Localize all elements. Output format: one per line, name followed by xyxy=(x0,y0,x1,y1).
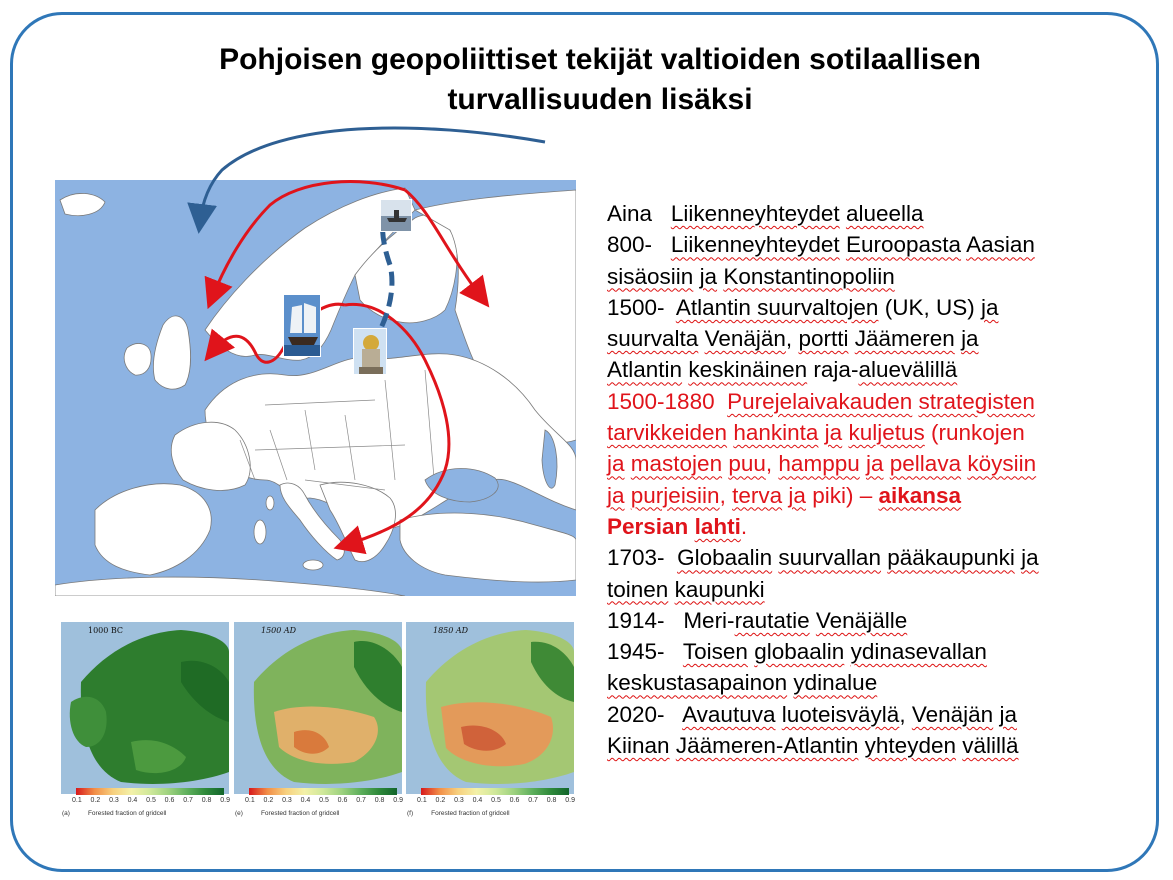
word: toinen xyxy=(607,576,669,602)
forest-panel-3 xyxy=(406,622,574,794)
tick: 0.1 xyxy=(245,797,255,804)
forest-legend-1 xyxy=(76,788,224,795)
word: sisäosiin xyxy=(607,263,694,289)
word: Purejelaivakauden xyxy=(727,388,913,414)
word: ja xyxy=(866,451,884,477)
tick: 0.6 xyxy=(509,797,520,804)
word: Avautuva xyxy=(682,701,776,727)
word: Venäjän xyxy=(704,326,786,352)
word: portti xyxy=(798,326,849,352)
slide-title xyxy=(140,40,1060,120)
submarine-picture xyxy=(380,199,412,232)
tick: 0.4 xyxy=(127,797,138,804)
panel-letter: (a) xyxy=(62,810,70,817)
year: 1500-1880 xyxy=(607,388,715,414)
timeline-line-5 xyxy=(607,323,1127,354)
word: ja xyxy=(980,294,999,320)
forest-ticks-3 xyxy=(417,797,575,804)
word: kuljetus xyxy=(848,420,925,446)
word: Konstantinopoliin xyxy=(723,263,895,289)
word: terva xyxy=(732,482,783,508)
word: lahti xyxy=(694,513,741,539)
word: köysiin xyxy=(967,451,1037,477)
cathedral-picture xyxy=(353,328,387,375)
tick: 0.5 xyxy=(146,797,156,804)
timeline-line-15 xyxy=(607,636,1127,667)
word: välillä xyxy=(962,733,1019,759)
timeline-line-9 xyxy=(607,448,1127,479)
word: Atlantin xyxy=(607,357,683,383)
timeline-line-8 xyxy=(607,417,1127,448)
title-line-2: turvallisuuden lisäksi xyxy=(447,83,753,116)
forest-caption-2 xyxy=(235,810,339,817)
word: rautatie xyxy=(734,607,810,633)
timeline-line-14 xyxy=(607,605,1127,636)
caption-text: Forested fraction of gridcell xyxy=(260,810,340,817)
timeline-line-16 xyxy=(607,667,1127,698)
year: 1500- xyxy=(607,294,665,320)
word: Meri- xyxy=(683,607,735,633)
word: ydinalue xyxy=(793,670,878,696)
word: (UK, US) xyxy=(884,294,975,320)
tick: 0.9 xyxy=(565,797,575,804)
year: 1703- xyxy=(607,545,665,571)
word: Kiinan xyxy=(607,733,670,759)
forest-ticks-2 xyxy=(245,797,403,804)
tick: 0.5 xyxy=(319,797,329,804)
panel-letter: (f) xyxy=(407,810,414,817)
tick: 0.8 xyxy=(201,797,212,804)
forest-caption-3 xyxy=(407,810,510,817)
tick: 0.7 xyxy=(356,797,366,804)
word: ja xyxy=(1021,545,1039,571)
word: ydinasevallan xyxy=(850,639,987,665)
word: Globaalin xyxy=(677,545,773,571)
forest-panel-1-label: 1000 BC xyxy=(88,626,124,635)
word: pääkaupunki xyxy=(887,545,1015,571)
tick: 0.9 xyxy=(220,797,230,804)
forest-panel-3-label: 1850 AD xyxy=(433,626,469,635)
word: Aasian xyxy=(966,232,1035,258)
word: Euroopasta xyxy=(845,232,962,258)
tick: 0.2 xyxy=(263,797,274,804)
tick: 0.5 xyxy=(491,797,501,804)
word: aikansa xyxy=(878,482,962,508)
tick: 0.7 xyxy=(528,797,538,804)
forest-map-1850ad xyxy=(403,620,574,820)
word: keskinäinen xyxy=(688,357,808,383)
year: Aina xyxy=(607,201,653,226)
timeline-line-7 xyxy=(607,386,1127,417)
sailing-ship-picture xyxy=(283,294,321,357)
word: alueella xyxy=(845,201,924,226)
word: puu xyxy=(728,451,766,477)
forest-panel-2 xyxy=(234,622,402,794)
timeline-line-12 xyxy=(607,542,1127,573)
timeline-line-4 xyxy=(607,292,1127,323)
word: (runkojen xyxy=(931,420,1025,446)
word: hankinta xyxy=(733,420,819,446)
timeline-line-11 xyxy=(607,511,1127,542)
timeline-line-10 xyxy=(607,480,1127,511)
word: strategisten xyxy=(918,388,1035,414)
word: , xyxy=(899,701,906,727)
tick: 0.3 xyxy=(109,797,119,804)
year: 800- xyxy=(607,232,653,258)
word: keskustasapainon xyxy=(607,670,788,696)
word: luoteisväylä xyxy=(781,701,900,727)
word: , xyxy=(785,326,793,352)
forest-caption-1 xyxy=(62,810,166,817)
tick: 0.1 xyxy=(72,797,82,804)
tick: 0.3 xyxy=(282,797,292,804)
tick: 0.9 xyxy=(393,797,403,804)
forest-map-1000bc xyxy=(58,620,229,820)
year: 2020- xyxy=(607,701,665,727)
timeline-line-6 xyxy=(607,354,1127,385)
word: raja- xyxy=(813,357,859,383)
word: Atlantin suurvaltojen xyxy=(675,294,879,320)
word: Venäjälle xyxy=(815,607,908,633)
timeline-text xyxy=(607,198,1127,761)
title-line-1: Pohjoisen geopoliittiset tekijät valtioiden sotilaallisen xyxy=(219,43,981,76)
word: Liikenneyhteydet xyxy=(670,232,840,258)
europe-map-drawing xyxy=(55,180,576,596)
year: 1914- xyxy=(607,607,665,633)
tick: 0.6 xyxy=(337,797,348,804)
panel-letter: (e) xyxy=(235,810,243,817)
word: globaalin xyxy=(754,639,845,665)
word: tarvikkeiden xyxy=(607,420,728,446)
tick: 0.3 xyxy=(454,797,464,804)
tick: 0.8 xyxy=(374,797,385,804)
timeline-line-13 xyxy=(607,574,1127,605)
word: Persian xyxy=(607,513,689,539)
word: kaupunki xyxy=(674,576,765,602)
tick: 0.1 xyxy=(417,797,427,804)
forest-panel-2-label: 1500 AD xyxy=(261,626,297,635)
year: 1945- xyxy=(607,639,665,665)
word: aluevälillä xyxy=(858,357,958,383)
word: yhteyden xyxy=(864,733,956,759)
word: Jäämeren-Atlantin xyxy=(675,733,859,759)
word: , xyxy=(719,482,726,508)
tick: 0.4 xyxy=(472,797,483,804)
tick: 0.6 xyxy=(164,797,175,804)
word: mastojen xyxy=(630,451,723,477)
timeline-line-2 xyxy=(607,229,1127,260)
tick: 0.8 xyxy=(546,797,557,804)
timeline-line-18 xyxy=(607,730,1127,761)
tick: 0.4 xyxy=(300,797,311,804)
timeline-line-3 xyxy=(607,261,1127,292)
word: pellava xyxy=(889,451,962,477)
word: suurvallan xyxy=(778,545,881,571)
tick: 0.7 xyxy=(183,797,193,804)
timeline-line-1 xyxy=(607,198,1127,229)
word: piki) – xyxy=(812,482,873,508)
word: ja xyxy=(607,451,625,477)
word: ja xyxy=(607,482,625,508)
word: ja xyxy=(961,326,979,352)
word: , xyxy=(765,451,773,477)
word: hamppu xyxy=(778,451,860,477)
tick: 0.2 xyxy=(90,797,101,804)
word: Liikenneyhteydet xyxy=(670,201,840,226)
caption-text: Forested fraction of gridcell xyxy=(87,810,167,817)
timeline-line-17 xyxy=(607,699,1127,730)
word: ja xyxy=(999,701,1017,727)
word: . xyxy=(740,513,748,539)
forest-legend-2 xyxy=(249,788,397,795)
word: Toisen xyxy=(682,639,748,665)
word: ja xyxy=(824,420,843,446)
word: ja xyxy=(788,482,806,508)
word: suurvalta xyxy=(607,326,699,352)
forest-map-1500ad xyxy=(231,620,402,820)
word: ja xyxy=(699,263,718,289)
forest-panel-1 xyxy=(61,622,229,794)
tick: 0.2 xyxy=(435,797,446,804)
europe-map xyxy=(55,180,576,596)
forest-legend-3 xyxy=(421,788,569,795)
word: Venäjän xyxy=(911,701,994,727)
word: purjeisiin xyxy=(630,482,720,508)
caption-text: Forested fraction of gridcell xyxy=(431,810,510,817)
word: Jäämeren xyxy=(854,326,955,352)
forest-ticks-1 xyxy=(72,797,230,804)
